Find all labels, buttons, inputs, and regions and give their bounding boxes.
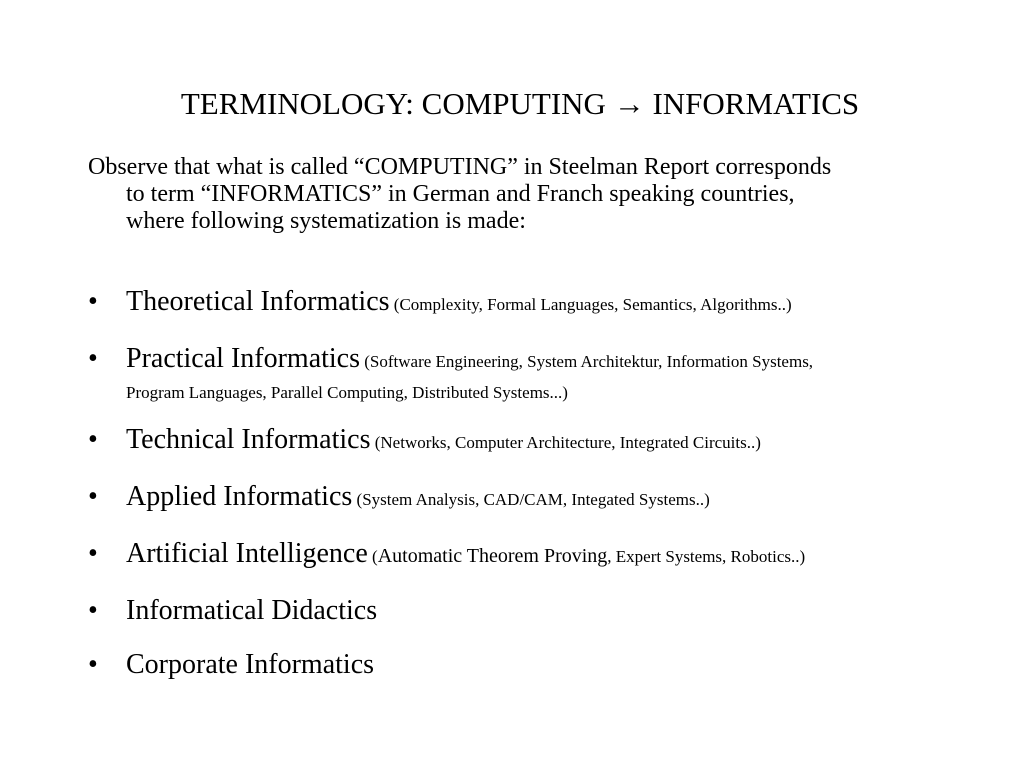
intro-paragraph (88, 154, 988, 235)
bullet-icon: • (88, 481, 98, 512)
bullet-icon: • (88, 343, 98, 374)
bullet-icon: • (88, 538, 98, 569)
topic-detail-highlight: Automatic Theorem Proving (377, 545, 608, 567)
topic-name: Theoretical Informatics (126, 286, 390, 317)
topic-item-technical-informatics (88, 424, 988, 459)
topic-name: Informatical Didactics (126, 595, 378, 626)
intro-line: Observe that what is called “COMPUTING” in Steelman Report corresponds (88, 154, 832, 180)
bullet-icon: • (88, 595, 98, 626)
topic-detail: (Networks, Computer Architecture, Integrated Circuits..) (370, 433, 761, 452)
bullet-icon: • (88, 649, 98, 680)
topic-detail: (System Analysis, CAD/CAM, Integated Systems..) (352, 490, 710, 509)
topic-name: Artificial Intelligence (126, 538, 368, 569)
topic-name: Corporate Informatics (126, 649, 375, 680)
topic-item-informatical-didactics (88, 595, 988, 627)
topic-detail: (Complexity, Formal Languages, Semantics, Algorithms..) (389, 295, 792, 314)
topic-item-applied-informatics (88, 481, 988, 516)
topic-item-theoretical-informatics (88, 286, 988, 321)
topic-detail-open: ( (367, 547, 378, 566)
topic-detail: , Expert Systems, Robotics..) (607, 547, 806, 566)
slide-title: TERMINOLOGY: COMPUTING → INFORMATICS (180, 86, 860, 121)
topic-detail: (Software Engineering, System Architektur, Information Systems, (360, 352, 814, 371)
bullet-icon: • (88, 424, 98, 455)
topic-name: Technical Informatics (126, 424, 371, 455)
topic-item-artificial-intelligence (88, 538, 988, 573)
topic-detail-continued: Program Languages, Parallel Computing, Distributed Systems...) (126, 383, 568, 402)
topic-list (88, 286, 988, 703)
topic-item-corporate-informatics (88, 649, 988, 681)
intro-line: to term “INFORMATICS” in German and Franch speaking countries, (126, 181, 795, 207)
topic-name: Applied Informatics (126, 481, 353, 512)
topic-name: Practical Informatics (126, 343, 361, 374)
topic-item-practical-informatics (88, 343, 988, 406)
bullet-icon: • (88, 286, 98, 317)
intro-line: where following systematization is made: (126, 208, 526, 234)
